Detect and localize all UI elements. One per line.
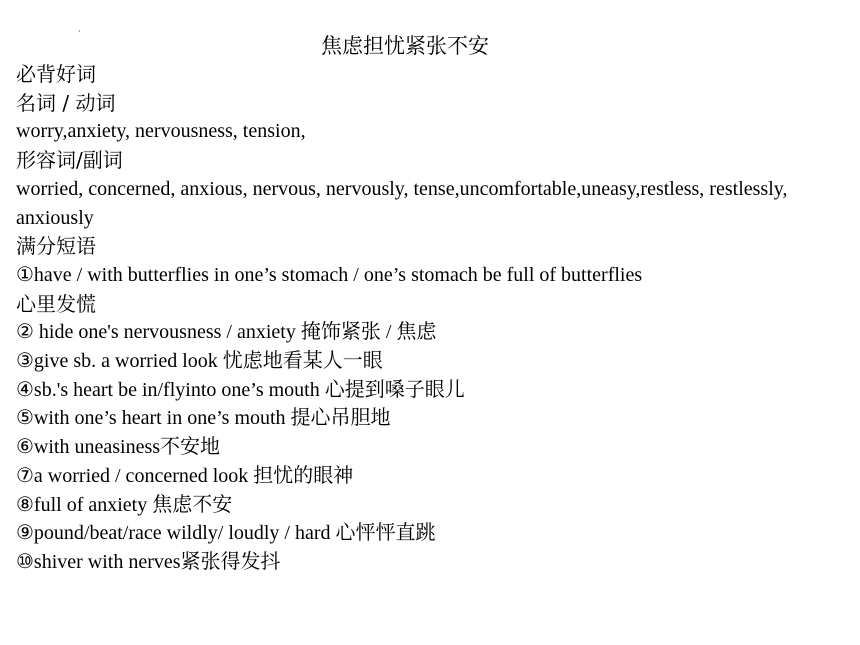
heading-nouns-verbs: 名词 / 动词 <box>16 90 116 115</box>
stray-dot: · <box>78 27 81 36</box>
phrase-item-10: ⑩shiver with nerves紧张得发抖 <box>16 550 281 573</box>
document-body <box>16 60 852 577</box>
heading-must-memorize-words: 必背好词 <box>16 62 96 86</box>
phrase-item-7: ⑦a worried / concerned look 担忧的眼神 <box>16 464 354 487</box>
phrase-item-1-meaning: 心里发慌 <box>16 291 96 316</box>
phrase-item-5: ⑤with one’s heart in one’s mouth 提心吊胆地 <box>16 407 391 430</box>
phrase-item-6: ⑥with uneasiness不安地 <box>16 436 221 459</box>
phrase-item-8: ⑧full of anxiety 焦虑不安 <box>16 493 233 516</box>
page-title: 焦虑担忧紧张不安 <box>321 34 489 58</box>
heading-top-phrases: 满分短语 <box>16 234 96 259</box>
phrase-item-2: ② hide one's nervousness / anxiety 掩饰紧张 / 焦虑 <box>16 321 437 344</box>
phrase-item-9: ⑨pound/beat/race wildly/ loudly / hard 心怦怦直跳 <box>16 522 436 545</box>
adjectives-adverbs-list: worried, concerned, anxious, nervous, nervously, tense,uncomfortable,uneasy,restless, restlessly, anxiously <box>16 177 788 229</box>
heading-adjectives-adverbs: 形容词/副词 <box>16 148 123 173</box>
phrase-item-4: ④sb.'s heart be in/flyinto one’s mouth 心提到嗓子眼儿 <box>16 378 465 401</box>
phrase-item-3: ③give sb. a worried look 忧虑地看某人一眼 <box>16 350 383 373</box>
phrase-item-1: ①have / with butterflies in one’s stomach / one’s stomach be full of butterflies <box>16 263 643 286</box>
nouns-verbs-list: worry,anxiety, nervousness, tension, <box>16 120 306 143</box>
